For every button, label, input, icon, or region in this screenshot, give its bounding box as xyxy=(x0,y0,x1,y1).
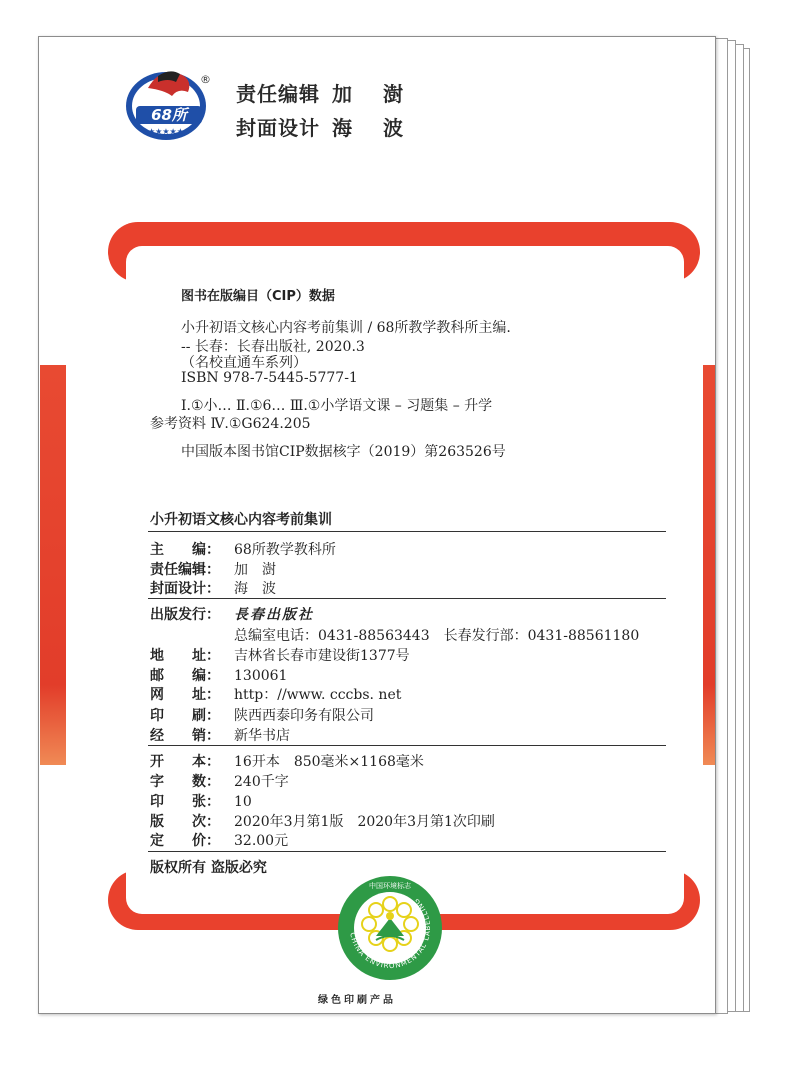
top-cover-label: 封面设计 xyxy=(236,116,320,140)
row-price xyxy=(150,830,288,850)
cip-line: 小升初语文核心内容考前集训 / 68所教学教科所主编. xyxy=(181,320,511,336)
top-editor-value: 加 澍 xyxy=(332,82,415,106)
value: 10 xyxy=(234,794,252,810)
value: http：//www. cccbs. net xyxy=(234,687,402,703)
publisher-name: 長春出版社 xyxy=(234,607,314,623)
label: 印 刷： xyxy=(150,708,220,724)
label: 封面设计： xyxy=(150,581,220,597)
value: 吉林省长春市建设街1377号 xyxy=(234,648,410,664)
row-sheets xyxy=(150,791,252,811)
row-website xyxy=(150,684,401,704)
registered-mark: ® xyxy=(200,73,211,86)
value: 130061 xyxy=(234,668,288,684)
label: 版 次： xyxy=(150,814,220,830)
green-print-caption: 绿色印刷产品 xyxy=(318,995,396,1006)
label: 字 数： xyxy=(150,774,220,790)
rights-notice: 版权所有 盗版必究 xyxy=(150,860,267,876)
divider xyxy=(148,598,666,599)
divider xyxy=(148,745,666,746)
svg-text:★★★★★: ★★★★★ xyxy=(148,127,184,136)
row-edition xyxy=(150,811,495,831)
value: 海 波 xyxy=(234,581,276,597)
top-cover-value: 海 波 xyxy=(332,116,415,140)
label: 网 址： xyxy=(150,687,220,703)
label: 邮 编： xyxy=(150,668,220,684)
value: 加 澍 xyxy=(234,562,276,578)
divider xyxy=(148,851,666,852)
label: 出版发行： xyxy=(150,607,220,623)
label: 开 本： xyxy=(150,754,220,770)
book-title: 小升初语文核心内容考前集训 xyxy=(150,512,332,528)
label: 定 价： xyxy=(150,833,220,849)
label: 印 张： xyxy=(150,794,220,810)
row-format xyxy=(150,751,424,771)
row-publisher xyxy=(150,604,314,624)
row-editor xyxy=(150,539,336,559)
china-environmental-label xyxy=(336,874,444,982)
value: 2020年3月第1版 2020年3月第1次印刷 xyxy=(234,814,495,830)
cip-heading: 图书在版编目（CIP）数据 xyxy=(181,289,335,304)
label: 主 编： xyxy=(150,542,220,558)
row-printer xyxy=(150,705,374,725)
top-editor-credit xyxy=(236,78,415,107)
label: 责任编辑： xyxy=(150,562,220,578)
top-cover-credit xyxy=(236,112,415,141)
top-editor-label: 责任编辑 xyxy=(236,82,320,106)
row-cover-design xyxy=(150,578,276,598)
value: 陕西西泰印务有限公司 xyxy=(234,708,374,724)
label: 经 销： xyxy=(150,728,220,744)
logo-text: 68所 xyxy=(151,106,187,124)
row-seller xyxy=(150,725,290,745)
value: 68所教学教科所 xyxy=(234,542,336,558)
value: 32.00元 xyxy=(234,833,289,849)
68suo-logo xyxy=(118,58,218,144)
left-red-band xyxy=(40,365,66,765)
label: 地 址： xyxy=(150,648,220,664)
cip-line: -- 长春：长春出版社, 2020.3 xyxy=(181,339,365,355)
cip-line: （名校直通车系列） xyxy=(181,355,307,371)
value: 新华书店 xyxy=(234,728,290,744)
cip-line: Ⅰ.①小… Ⅱ.①6… Ⅲ.①小学语文课 – 习题集 – 升学 xyxy=(181,398,493,414)
row-responsible-editor xyxy=(150,559,276,579)
phone-line: 总编室电话：0431-88563443 长春发行部：0431-88561180 xyxy=(234,628,640,644)
eco-top-text: 中国环境标志 xyxy=(369,882,411,890)
row-postcode xyxy=(150,665,287,685)
cip-line: 参考资料 Ⅳ.①G624.205 xyxy=(150,416,311,432)
right-red-band xyxy=(703,365,715,765)
value: 240千字 xyxy=(234,774,289,790)
divider xyxy=(148,531,666,532)
cip-line: 中国版本图书馆CIP数据核字（2019）第263526号 xyxy=(181,444,506,460)
eco-ring-text: CHINA ENVIRONMENTAL LABELLING xyxy=(348,896,433,971)
value: 16开本 850毫米×1168毫米 xyxy=(234,754,424,770)
cip-line: ISBN 978-7-5445-5777-1 xyxy=(181,370,358,386)
row-word-count xyxy=(150,771,289,791)
row-address xyxy=(150,645,410,665)
